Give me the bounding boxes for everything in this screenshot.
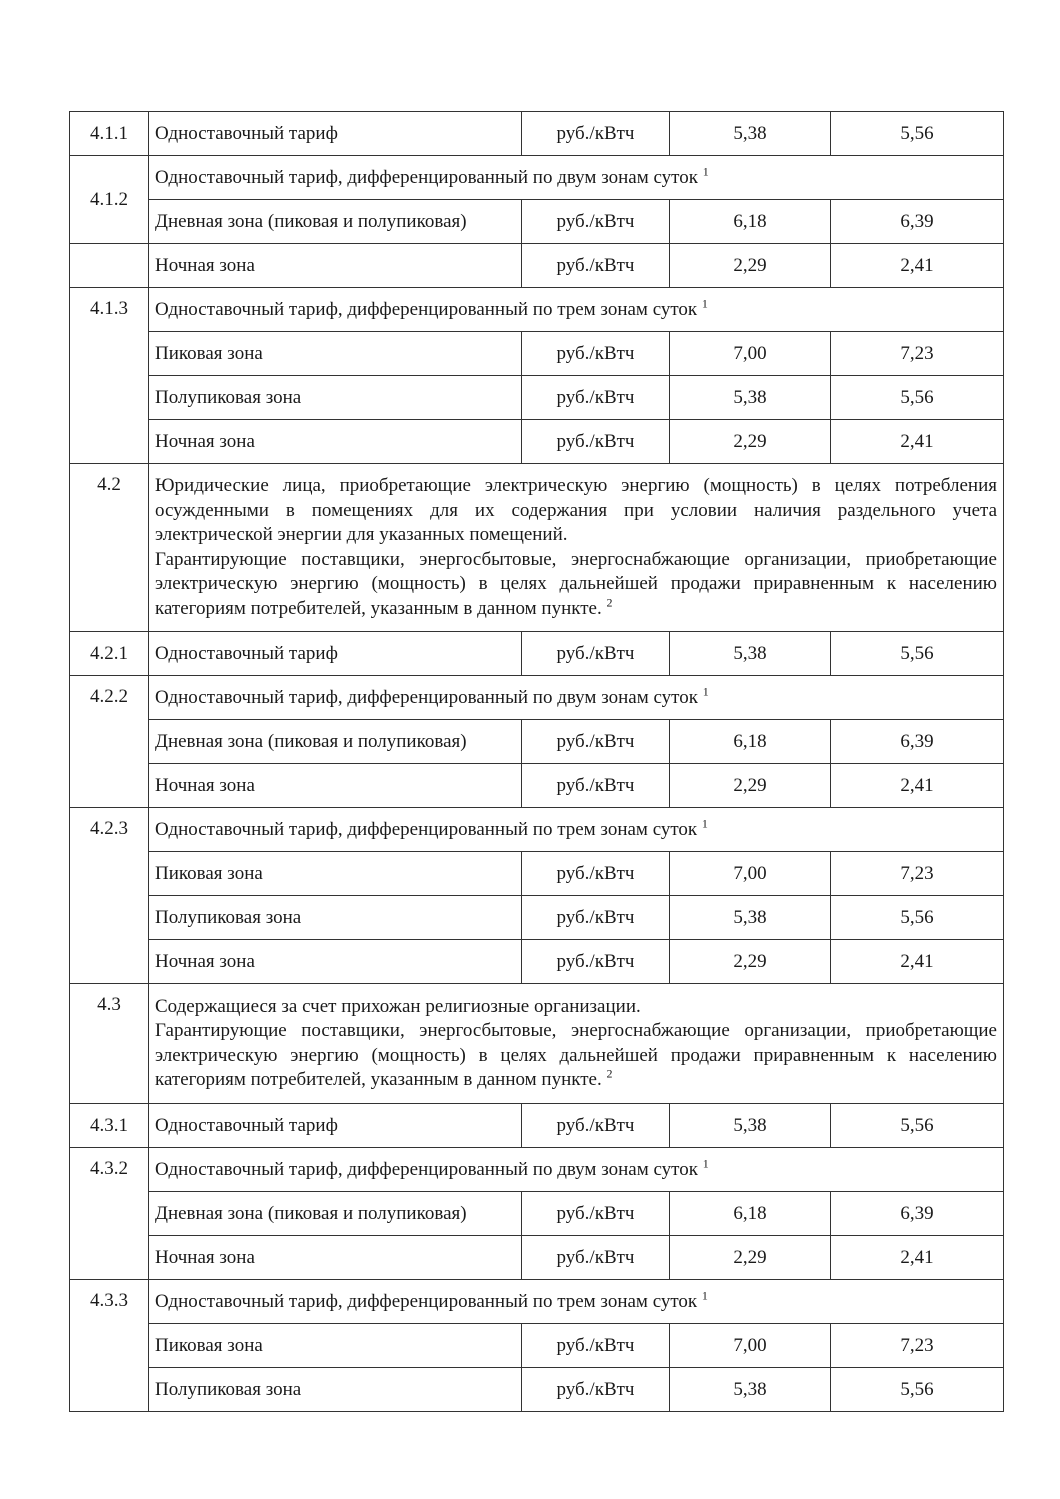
tariff-table	[69, 111, 1004, 1412]
row-name: Дневная зона (пиковая и полупиковая)	[149, 720, 522, 764]
row-unit: руб./кВтч	[522, 764, 670, 808]
row-name: Дневная зона (пиковая и полупиковая)	[149, 200, 522, 244]
row-unit: руб./кВтч	[522, 112, 670, 156]
row-code-empty	[70, 244, 149, 288]
row-value-2: 5,56	[831, 1368, 1004, 1412]
row-value-2: 7,23	[831, 332, 1004, 376]
row-heading: Одноставочный тариф, дифференцированный по трем зонам суток $^1$	[149, 1280, 1004, 1324]
row-value-1: 5,38	[670, 1104, 831, 1148]
row-code: 4.3.1	[70, 1104, 149, 1148]
row-value-2: 2,41	[831, 1236, 1004, 1280]
row-heading: Одноставочный тариф, дифференцированный по двум зонам суток $^1$	[149, 1148, 1004, 1192]
footnote-mark: 1	[702, 164, 709, 179]
table-row	[70, 720, 1004, 764]
row-unit: руб./кВтч	[522, 376, 670, 420]
table-row	[70, 244, 1004, 288]
table-row	[70, 808, 1004, 852]
table-row-section	[70, 984, 1004, 1104]
row-name: Полупиковая зона	[149, 896, 522, 940]
row-name: Дневная зона (пиковая и полупиковая)	[149, 1192, 522, 1236]
row-value-2: 6,39	[831, 1192, 1004, 1236]
row-value-2: 2,41	[831, 244, 1004, 288]
section-paragraph-1: Содержащиеся за счет прихожан религиозные организации.	[155, 995, 641, 1017]
row-value-1: 5,38	[670, 632, 831, 676]
row-unit: руб./кВтч	[522, 1104, 670, 1148]
row-heading: Одноставочный тариф, дифференцированный по трем зонам суток $^1$	[149, 288, 1004, 332]
table-row	[70, 420, 1004, 464]
row-value-1: 2,29	[670, 420, 831, 464]
table-row-section	[70, 464, 1004, 632]
table-row	[70, 896, 1004, 940]
row-value-2: 2,41	[831, 764, 1004, 808]
row-value-1: 5,38	[670, 112, 831, 156]
table-row	[70, 200, 1004, 244]
row-name: Ночная зона	[149, 244, 522, 288]
row-value-2: 5,56	[831, 112, 1004, 156]
table-row	[70, 1192, 1004, 1236]
row-name: Полупиковая зона	[149, 376, 522, 420]
footnote-mark: 1	[701, 296, 708, 311]
row-name: Пиковая зона	[149, 852, 522, 896]
table-row	[70, 1104, 1004, 1148]
section-paragraph-1: Юридические лица, приобретающие электрическую энергию (мощность) в целях потребления осужденными в помещениях для их содержания при условии наличия раздельного учета электрической энергии для указанных помещений.	[155, 475, 997, 545]
row-code: 4.2.2	[70, 676, 149, 808]
row-code: 4.1.3	[70, 288, 149, 464]
row-name: Одноставочный тариф	[149, 112, 522, 156]
row-name: Одноставочный тариф	[149, 632, 522, 676]
row-value-2: 2,41	[831, 940, 1004, 984]
row-heading: Одноставочный тариф, дифференцированный по двум зонам суток $^1$	[149, 676, 1004, 720]
row-value-1: 2,29	[670, 1236, 831, 1280]
row-value-1: 2,29	[670, 764, 831, 808]
row-value-1: 2,29	[670, 244, 831, 288]
section-paragraph-2: Гарантирующие поставщики, энергосбытовые, энергоснабжающие организации, приобретающие электрическую энергию (мощность) в целях дальнейшей продажи приравненным к населению категориям потребителей, указанным в данном пункте. $^2$	[155, 548, 997, 619]
row-value-1: 5,38	[670, 376, 831, 420]
row-unit: руб./кВтч	[522, 1324, 670, 1368]
row-value-2: 5,56	[831, 376, 1004, 420]
row-name: Ночная зона	[149, 940, 522, 984]
table-row	[70, 376, 1004, 420]
row-unit: руб./кВтч	[522, 852, 670, 896]
row-name: Одноставочный тариф	[149, 1104, 522, 1148]
table-row	[70, 156, 1004, 200]
row-unit: руб./кВтч	[522, 1192, 670, 1236]
row-value-2: 6,39	[831, 200, 1004, 244]
table-row	[70, 632, 1004, 676]
row-value-1: 7,00	[670, 332, 831, 376]
row-name: Ночная зона	[149, 420, 522, 464]
tariff-document-page	[69, 111, 1003, 1412]
row-unit: руб./кВтч	[522, 1368, 670, 1412]
table-row	[70, 852, 1004, 896]
row-heading: Одноставочный тариф, дифференцированный по двум зонам суток $^1$	[149, 156, 1004, 200]
row-name: Пиковая зона	[149, 332, 522, 376]
row-value-2: 5,56	[831, 896, 1004, 940]
row-unit: руб./кВтч	[522, 244, 670, 288]
row-unit: руб./кВтч	[522, 200, 670, 244]
row-name: Полупиковая зона	[149, 1368, 522, 1412]
table-row	[70, 1280, 1004, 1324]
table-row	[70, 288, 1004, 332]
footnote-mark: 1	[702, 684, 709, 699]
section-description	[149, 984, 1004, 1104]
row-name: Пиковая зона	[149, 1324, 522, 1368]
row-value-1: 7,00	[670, 852, 831, 896]
row-value-1: 6,18	[670, 1192, 831, 1236]
row-code: 4.1.1	[70, 112, 149, 156]
table-row	[70, 332, 1004, 376]
row-value-2: 5,56	[831, 632, 1004, 676]
footnote-mark: 2	[606, 1066, 613, 1081]
row-value-1: 5,38	[670, 1368, 831, 1412]
row-code: 4.2.1	[70, 632, 149, 676]
section-paragraph-2: Гарантирующие поставщики, энергосбытовые, энергоснабжающие организации, приобретающие электрическую энергию (мощность) в целях дальнейшей продажи приравненным к населению категориям потребителей, указанным в данном пункте. $^2$	[155, 1020, 997, 1090]
row-value-1: 2,29	[670, 940, 831, 984]
row-name: Ночная зона	[149, 764, 522, 808]
row-unit: руб./кВтч	[522, 896, 670, 940]
table-row	[70, 112, 1004, 156]
row-heading: Одноставочный тариф, дифференцированный по трем зонам суток $^1$	[149, 808, 1004, 852]
row-value-2: 6,39	[831, 720, 1004, 764]
table-row	[70, 1368, 1004, 1412]
row-name: Ночная зона	[149, 1236, 522, 1280]
row-unit: руб./кВтч	[522, 1236, 670, 1280]
row-value-1: 6,18	[670, 720, 831, 764]
row-code: 4.3.2	[70, 1148, 149, 1280]
section-description	[149, 464, 1004, 632]
row-unit: руб./кВтч	[522, 332, 670, 376]
footnote-mark: 1	[701, 1288, 708, 1303]
section-code: 4.3	[70, 984, 149, 1104]
row-value-1: 7,00	[670, 1324, 831, 1368]
row-value-2: 5,56	[831, 1104, 1004, 1148]
table-row	[70, 676, 1004, 720]
row-code: 4.1.2	[70, 156, 149, 244]
section-code: 4.2	[70, 464, 149, 632]
row-value-2: 7,23	[831, 1324, 1004, 1368]
table-row	[70, 1148, 1004, 1192]
row-unit: руб./кВтч	[522, 940, 670, 984]
row-value-1: 6,18	[670, 200, 831, 244]
table-row	[70, 1324, 1004, 1368]
row-code: 4.2.3	[70, 808, 149, 984]
row-unit: руб./кВтч	[522, 632, 670, 676]
footnote-mark: 1	[701, 816, 708, 831]
table-row	[70, 764, 1004, 808]
row-code: 4.3.3	[70, 1280, 149, 1412]
row-unit: руб./кВтч	[522, 720, 670, 764]
table-row	[70, 1236, 1004, 1280]
row-value-2: 7,23	[831, 852, 1004, 896]
row-value-1: 5,38	[670, 896, 831, 940]
footnote-mark: 1	[702, 1156, 709, 1171]
table-row	[70, 940, 1004, 984]
row-unit: руб./кВтч	[522, 420, 670, 464]
row-value-2: 2,41	[831, 420, 1004, 464]
footnote-mark: 2	[606, 595, 613, 610]
